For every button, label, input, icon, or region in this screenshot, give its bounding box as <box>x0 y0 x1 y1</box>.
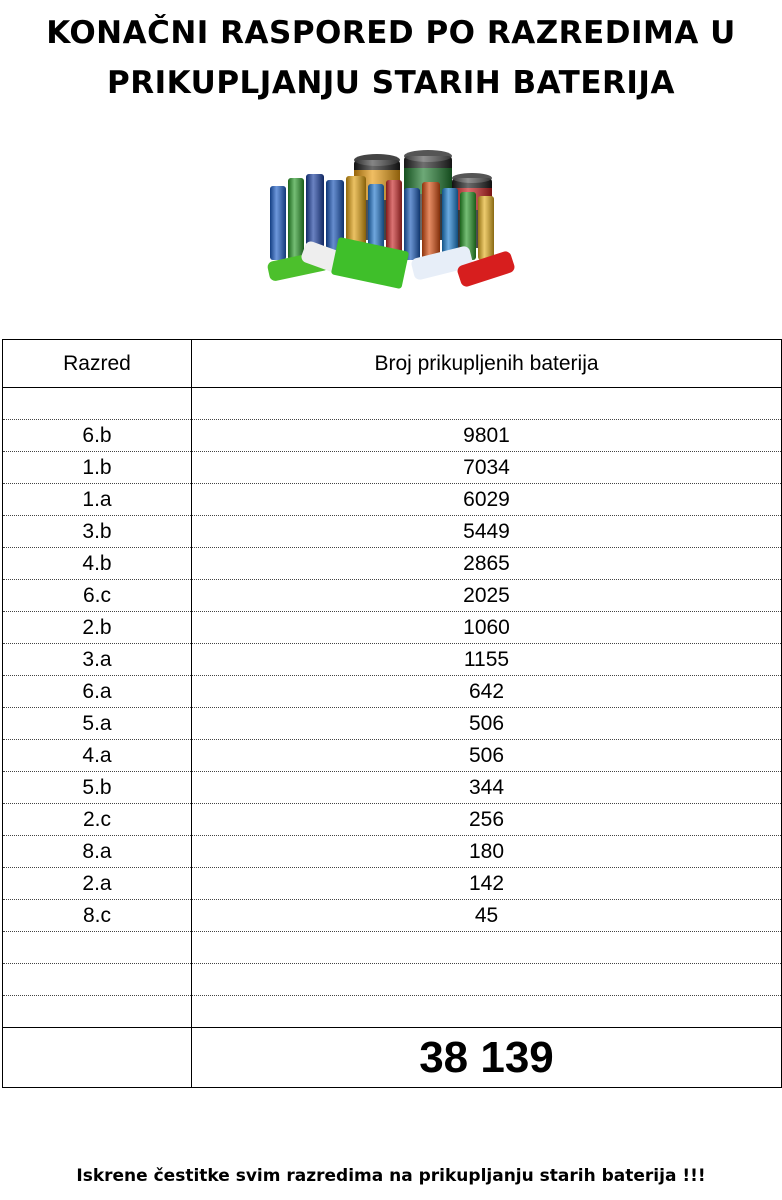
row-class: 6.b <box>3 420 192 452</box>
header-razred: Razred <box>3 340 192 388</box>
row-class: 2.a <box>3 868 192 900</box>
row-count: 1060 <box>192 612 782 644</box>
total-row <box>3 1028 782 1088</box>
row-count: 45 <box>192 900 782 932</box>
results-table <box>2 339 782 1088</box>
row-class: 5.b <box>3 772 192 804</box>
row-count: 344 <box>192 772 782 804</box>
row-class: 4.a <box>3 740 192 772</box>
row-class: 2.c <box>3 804 192 836</box>
table-header-row <box>3 340 782 388</box>
row-class: 6.a <box>3 676 192 708</box>
page-title <box>0 8 782 108</box>
row-class: 4.b <box>3 548 192 580</box>
table-row <box>3 676 782 708</box>
title-line-2: PRIKUPLJANJU STARIH BATERIJA <box>107 65 675 101</box>
row-count: 506 <box>192 740 782 772</box>
table-row <box>3 484 782 516</box>
table-row <box>3 516 782 548</box>
table-row <box>3 740 782 772</box>
table-row <box>3 388 782 420</box>
row-count: 1155 <box>192 644 782 676</box>
row-count: 5449 <box>192 516 782 548</box>
row-count: 2865 <box>192 548 782 580</box>
table-row <box>3 644 782 676</box>
row-class: 1.a <box>3 484 192 516</box>
row-count <box>192 388 782 420</box>
row-count: 256 <box>192 804 782 836</box>
row-class: 1.b <box>3 452 192 484</box>
row-class: 3.a <box>3 644 192 676</box>
row-count: 6029 <box>192 484 782 516</box>
row-class: 6.c <box>3 580 192 612</box>
row-class: 8.c <box>3 900 192 932</box>
row-class <box>3 388 192 420</box>
row-count <box>192 932 782 964</box>
table-row <box>3 708 782 740</box>
row-class <box>3 932 192 964</box>
row-class: 3.b <box>3 516 192 548</box>
row-class: 2.b <box>3 612 192 644</box>
row-count: 2025 <box>192 580 782 612</box>
row-class <box>3 996 192 1028</box>
table-row <box>3 580 782 612</box>
total-value: 38 139 <box>192 1028 782 1088</box>
row-count <box>192 996 782 1028</box>
footer-message: Iskrene čestitke svim razredima na prikupljanju starih baterija !!! <box>76 1166 706 1186</box>
batteries-image <box>262 148 524 308</box>
table-row <box>3 772 782 804</box>
row-count: 142 <box>192 868 782 900</box>
table-row <box>3 996 782 1028</box>
table-row <box>3 900 782 932</box>
table-row <box>3 868 782 900</box>
title-line-1: KONAČNI RASPORED PO RAZREDIMA U <box>46 15 736 51</box>
table-row <box>3 932 782 964</box>
header-broj: Broj prikupljenih baterija <box>192 340 782 388</box>
row-count <box>192 964 782 996</box>
row-count: 642 <box>192 676 782 708</box>
table-row <box>3 836 782 868</box>
row-count: 506 <box>192 708 782 740</box>
row-count: 9801 <box>192 420 782 452</box>
row-class <box>3 964 192 996</box>
total-label-cell <box>3 1028 192 1088</box>
row-count: 7034 <box>192 452 782 484</box>
table-row <box>3 420 782 452</box>
row-class: 5.a <box>3 708 192 740</box>
table-row <box>3 612 782 644</box>
table-row <box>3 548 782 580</box>
table-row <box>3 964 782 996</box>
row-class: 8.a <box>3 836 192 868</box>
table-row <box>3 804 782 836</box>
table-row <box>3 452 782 484</box>
row-count: 180 <box>192 836 782 868</box>
